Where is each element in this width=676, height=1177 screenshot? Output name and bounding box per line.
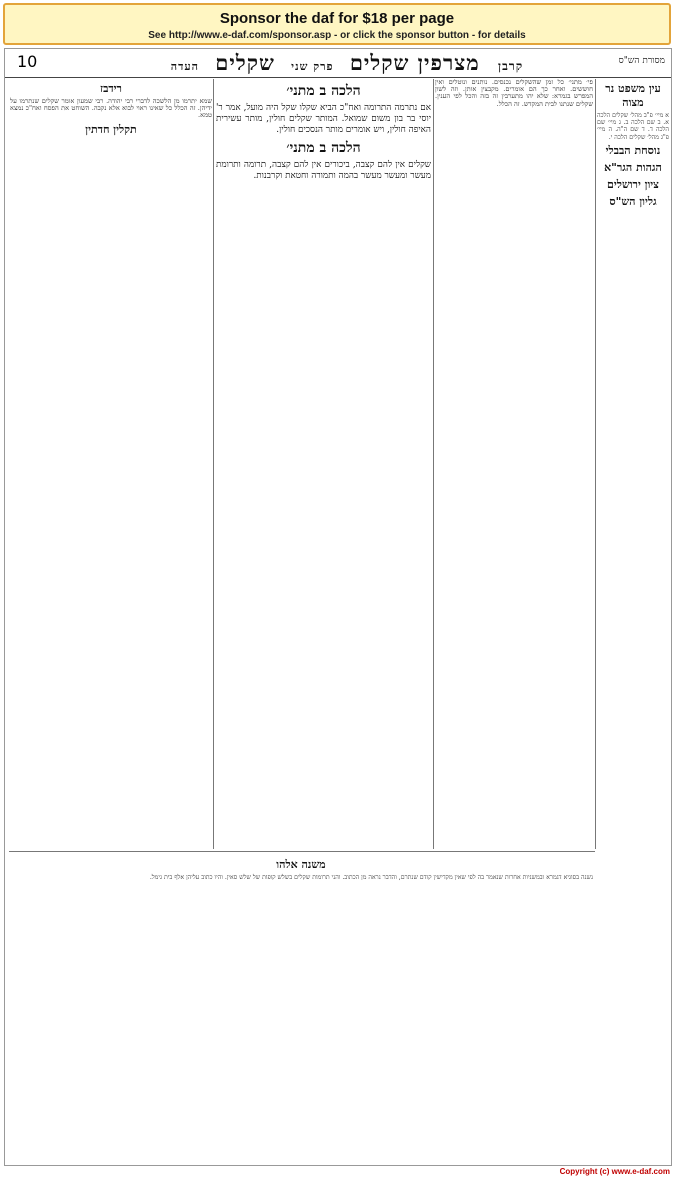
bottom-commentary-block <box>9 855 593 1161</box>
chapter-name: מצרפין שקלים <box>349 50 480 75</box>
tractate-label-left: קרבן <box>498 59 524 73</box>
right-margin-column <box>597 79 669 1161</box>
gilyon-hashas-heading: גליון הש"ס <box>609 194 657 208</box>
main-text-column <box>216 79 431 849</box>
mishnah-heading-1: הלכה ב מתני׳ <box>286 83 361 99</box>
right-commentary-text: פי׳ מתני׳ כל זמן שהשקלים נכנסים. נותנים ונוטלים ואין חוששים. ואחר כך הם אומרים. מקבצין אותן. וזה לשון המפרש בגמרא: שלא יהו מתערבין זה בזה והכל לפי הענין. שקלים שנתנו לבית המקדש. זה הכלל. <box>435 79 593 108</box>
talmud-page <box>4 48 672 1166</box>
left-commentary-text: שמא יתרמו מן הלשכה לדברי רבי יהודה. רבי שמעון אומר שקלים שנתרמו על ידיהן. זה הכלל כל שאינו ראוי לבוא אלא נקבה. השוחט את הפסח ואח"כ נמצא טמא. <box>10 97 212 120</box>
copyright-link[interactable]: Copyright (c) www.e-daf.com <box>559 1167 670 1176</box>
masoret-label: מסורת הש"ס <box>618 56 665 66</box>
ein-mishpat-heading: עין משפט נר מצוה <box>605 82 661 109</box>
sponsor-banner[interactable] <box>3 3 671 45</box>
tractate-name: שקלים <box>215 50 275 75</box>
commentary-label: העדה <box>170 60 199 73</box>
nusach-bavli-heading: נוסחת הבבלי <box>605 143 661 157</box>
tzion-yerushalayim-heading: ציון ירושלים <box>607 177 659 191</box>
page-number: 10 <box>17 52 38 71</box>
section-divider <box>9 851 595 852</box>
sponsor-title[interactable]: Sponsor the daf for $18 per page <box>219 10 455 27</box>
column-divider <box>433 79 434 849</box>
page-title <box>95 50 591 76</box>
column-divider <box>213 79 214 849</box>
page-header <box>5 49 671 78</box>
hagahot-gra-heading: הגהות הגר"א <box>604 160 662 174</box>
column-divider <box>595 79 596 849</box>
bottom-commentary-text: נשנה בסוגיא דגמרא ובמשניות אחרות שנאמר בה לפי שאין מקדישין קודם שנתרם, והדבר נראה מן הכתוב. והני תרומות שקלים בשלש קופות של שלש סאין. והיו כתוב עליהן אלף בית גימל. <box>149 874 593 881</box>
tiklin-chadatin-heading: תקלין חדתין <box>85 122 137 136</box>
right-commentary-column <box>435 79 593 849</box>
mishnah-heading-2: הלכה ב מתני׳ <box>286 140 361 156</box>
main-text-2: שקלים אין להם קצבה, ביכורים אין להם קצבה, תרומה ותרומת מעשר ומעשר מעשר בהמה ותמורה וחטאת וקרבנות. <box>216 160 431 181</box>
perek-label: פרק שני <box>291 60 334 73</box>
main-text-1: אם נתרמה התרומה ואח"כ הביא שקלו שקל היה מועל, אמר ר' יוסי בר בון משום שמואל. המותר שקלים חולין, מותר עשירית האיפה חולין, ויש אומרים מותר הנסכים חולין. <box>216 103 431 135</box>
korban-haeda-heading: רידבז <box>100 82 122 95</box>
left-commentary-column <box>10 79 212 849</box>
mishnah-eliyahu-heading: משנה אלהו <box>276 858 326 871</box>
sponsor-subtitle[interactable]: See http://www.e-daf.com/sponsor.asp - or click the sponsor button - for details <box>148 30 526 41</box>
right-margin-text: א מיי׳ פ"ב מהל׳ שקלים הלכה א. ב שם הלכה ב. ג מיי׳ שם הלכה ד. ד שם ה"ה. ה מיי׳ פ"ג מהל׳ שקלים הלכה י. <box>597 112 669 141</box>
